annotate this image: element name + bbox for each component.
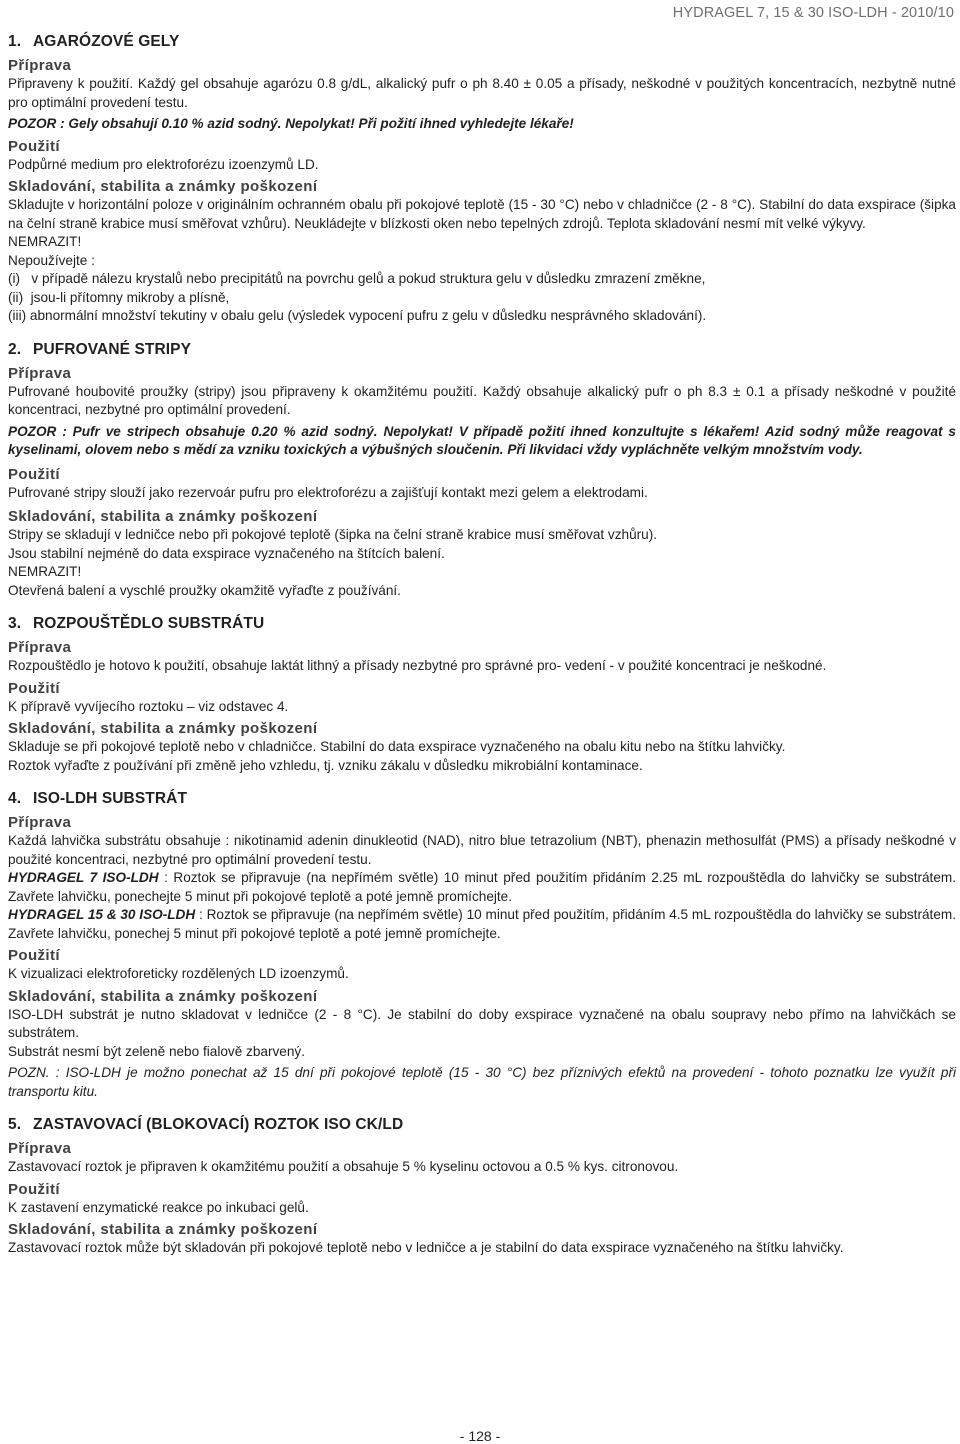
heading-pouziti: Použití bbox=[8, 137, 60, 155]
section-title bbox=[8, 341, 956, 359]
skladovani-text: Zastavovací roztok může být skladován při pokojové teplotě nebo v ledničce a je stabilní do data exspirace vyznačeného na štítku lahvičky. bbox=[8, 1240, 844, 1255]
page-number: - 128 - bbox=[459, 1428, 501, 1444]
section-title bbox=[8, 615, 956, 633]
section-title bbox=[8, 790, 956, 808]
heading-pouziti: Použití bbox=[8, 1180, 60, 1198]
heading-priprava: Příprava bbox=[8, 814, 72, 831]
hydragel7-label: HYDRAGEL 7 ISO-LDH bbox=[8, 870, 159, 885]
heading-skladovani: Skladování, stabilita a známky poškození bbox=[8, 720, 318, 737]
hydragel7-text: : Roztok se připravuje (na nepřímém světle) 10 minut před použitím přidáním 2.25 mL rozpouštědla do lahvičky se substrátem. Zavřete lahvičku, ponechejte 5 minut při pokojové teplotě a poté jemně promíchejte. bbox=[8, 870, 956, 904]
section-title-text: ZASTAVOVACÍ (BLOKOVACÍ) ROZTOK ISO CK/LD bbox=[33, 1116, 404, 1133]
pozn-note: POZN. : ISO-LDH je možno ponechat až 15 dní při pokojové teplotě (15 - 30 °C) bez příznivých efektů na provedení - tohoto poznatku lze využít při transportu kitu. bbox=[8, 1065, 956, 1099]
section-title bbox=[8, 33, 956, 51]
list-item: (i) v případě nálezu krystalů nebo precipitátů na povrchu gelů a pokud struktura gelu v důsledku zmrazení změkne, bbox=[8, 271, 706, 286]
priprava-text: Pufrované houbovité proužky (stripy) jsou připraveny k okamžitému použití. Každý obsahuje alkalický pufr o ph 8.3 ± 0.1 a přísady neškodné v použité koncentraci, nezbytné pro optimální provedení. bbox=[8, 383, 956, 417]
list-item: (ii) jsou-li přítomny mikroby a plísně, bbox=[8, 289, 230, 305]
heading-priprava: Příprava bbox=[8, 1140, 72, 1157]
priprava-text: Každá lahvička substrátu obsahuje : nikotinamid adenin dinukleotid (NAD), nitro blue tetrazolium (NBT), phenazin methosulfát (PMS) a přísady neškodné v použité koncentraci, nezbytné pro optimální provedení testu. bbox=[8, 833, 956, 867]
hydragel15-text: : Roztok se připravuje (na nepřímém světle) 10 minut před použitím, přidáním 4.5 mL rozpouštědla do lahvičky se substrátem. Zavřete lahvičku, ponechej 5 minut při pokojové teplotě a poté jemně promíchejte. bbox=[8, 907, 956, 941]
pouziti-text: K zastavení enzymatické reakce po inkubaci gelů. bbox=[8, 1199, 309, 1215]
section-number: 2. bbox=[8, 340, 22, 358]
heading-priprava: Příprava bbox=[8, 57, 72, 74]
nepouzivejte-text: Nepoužívejte : bbox=[8, 252, 95, 268]
pouziti-text: Podpůrné medium pro elektroforézu izoenzymů LD. bbox=[8, 156, 319, 172]
skladovani-text: Stripy se skladují v ledničce nebo při pokojové teplotě (šipka na čelní straně krabice musí směřovat vzhůru). bbox=[8, 527, 658, 542]
section-title-text: PUFROVANÉ STRIPY bbox=[33, 340, 192, 358]
nemrazit-text: NEMRAZIT! bbox=[8, 234, 82, 249]
section-iso-ldh-substrate bbox=[8, 790, 956, 1101]
heading-priprava: Příprava bbox=[8, 639, 72, 656]
section-number: 1. bbox=[8, 33, 22, 50]
section-buffered-strips bbox=[8, 341, 956, 601]
section-title bbox=[8, 1116, 956, 1134]
section-title-text: AGARÓZOVÉ GELY bbox=[33, 33, 180, 50]
skladovani-text: Skladuje se při pokojové teplotě nebo v chladničce. Stabilní do data exspirace vyznačeného na obalu kitu nebo na štítku lahvičky. bbox=[8, 739, 786, 754]
section-number: 4. bbox=[8, 790, 22, 807]
skladovani-text: Otevřená balení a vyschlé proužky okamžitě vyřaďte z používání. bbox=[8, 582, 401, 598]
skladovani-text: Substrát nesmí být zeleně nebo fialově zbarvený. bbox=[8, 1043, 305, 1059]
section-substrate-solvent bbox=[8, 615, 956, 775]
heading-priprava: Příprava bbox=[8, 364, 72, 382]
heading-pouziti: Použití bbox=[8, 679, 60, 697]
hydragel15-instructions bbox=[8, 906, 956, 943]
heading-pouziti: Použití bbox=[8, 947, 60, 964]
pozor-warning: POZOR : Gely obsahují 0.10 % azid sodný. Nepolykat! Při požití ihned vyhledejte lékaře! bbox=[8, 116, 574, 131]
pouziti-text: K přípravě vyvíjecího roztoku – viz odstavec 4. bbox=[8, 698, 289, 714]
heading-skladovani: Skladování, stabilita a známky poškození bbox=[8, 987, 318, 1005]
skladovani-text: Jsou stabilní nejméně do data exspirace vyznačeného na štítcích balení. bbox=[8, 545, 445, 561]
nemrazit-text: NEMRAZIT! bbox=[8, 564, 82, 579]
skladovani-text: Skladujte v horizontální poloze v originálním ochranném obalu při pokojové teplotě (15 - 30 °C) nebo v chladničce (2 - 8 °C). Stabilní do data exspirace (šipka na čelní straně krabice musí směřovat vzhůru). Neukládejte v blízkosti oken nebo tepelných zdrojů. Teplota skladování nesmí mít velké výkyvy. bbox=[8, 197, 956, 231]
skladovani-text: Roztok vyřaďte z používání při změně jeho vzhledu, tj. vzniku zákalu v důsledku mikrobiální kontaminace. bbox=[8, 757, 643, 773]
section-number: 3. bbox=[8, 615, 22, 632]
section-number: 5. bbox=[8, 1116, 22, 1133]
section-title-text: ISO-LDH SUBSTRÁT bbox=[33, 790, 188, 807]
pozor-warning: POZOR : Pufr ve stripech obsahuje 0.20 % azid sodný. Nepolykat! V případě požití ihned konzultujte s lékařem! Azid sodný může reagovat s kyselinami, olovem nebo s mědí za vzniku toxických a výbušných sloučenin. Při likvidaci vždy vypláchněte velkým množstvím vody. bbox=[8, 423, 956, 457]
list-item: (iii) abnormální množství tekutiny v obalu gelu (výsledek vypocení pufru z gelu v důsledku nesprávného skladování). bbox=[8, 308, 707, 323]
section-stop-solution bbox=[8, 1116, 956, 1258]
heading-skladovani: Skladování, stabilita a známky poškození bbox=[8, 1221, 318, 1238]
section-agarose-gels bbox=[8, 33, 956, 326]
priprava-text: Připraveny k použití. Každý gel obsahuje agarózu 0.8 g/dL, alkalický pufr o ph 8.40 ± 0.05 a přísady, neškodné v použitých koncentracích, nezbytně nutné pro optimální provedení testu. bbox=[8, 76, 956, 110]
running-header: HYDRAGEL 7, 15 & 30 ISO-LDH - 2010/10 bbox=[672, 5, 954, 21]
heading-skladovani: Skladování, stabilita a známky poškození bbox=[8, 178, 318, 195]
document-body bbox=[8, 33, 956, 1258]
pouziti-text: Pufrované stripy slouží jako rezervoár pufru pro elektroforézu a zajišťují kontakt mezi gelem a elektrodami. bbox=[8, 484, 648, 500]
heading-pouziti: Použití bbox=[8, 465, 60, 483]
priprava-text: Zastavovací roztok je připraven k okamžitému použití a obsahuje 5 % kyselinu octovou a 0.5 % kys. citronovou. bbox=[8, 1159, 679, 1174]
pouziti-text: K vizualizaci elektroforeticky rozdělených LD izoenzymů. bbox=[8, 966, 349, 981]
section-title-text: ROZPOUŠTĚDLO SUBSTRÁTU bbox=[33, 615, 265, 632]
priprava-text: Rozpouštědlo je hotovo k použití, obsahuje laktát lithný a přísady nezbytné pro správné pro- vedení - v použité koncentraci je neškodné. bbox=[8, 658, 827, 673]
hydragel15-label: HYDRAGEL 15 & 30 ISO-LDH bbox=[8, 907, 196, 922]
skladovani-text: ISO-LDH substrát je nutno skladovat v ledničce (2 - 8 °C). Je stabilní do doby exspirace vyznačené na obalu soupravy nebo přímo na lahvičkách se substrátem. bbox=[8, 1006, 956, 1040]
heading-skladovani: Skladování, stabilita a známky poškození bbox=[8, 508, 318, 525]
hydragel7-instructions bbox=[8, 869, 956, 906]
